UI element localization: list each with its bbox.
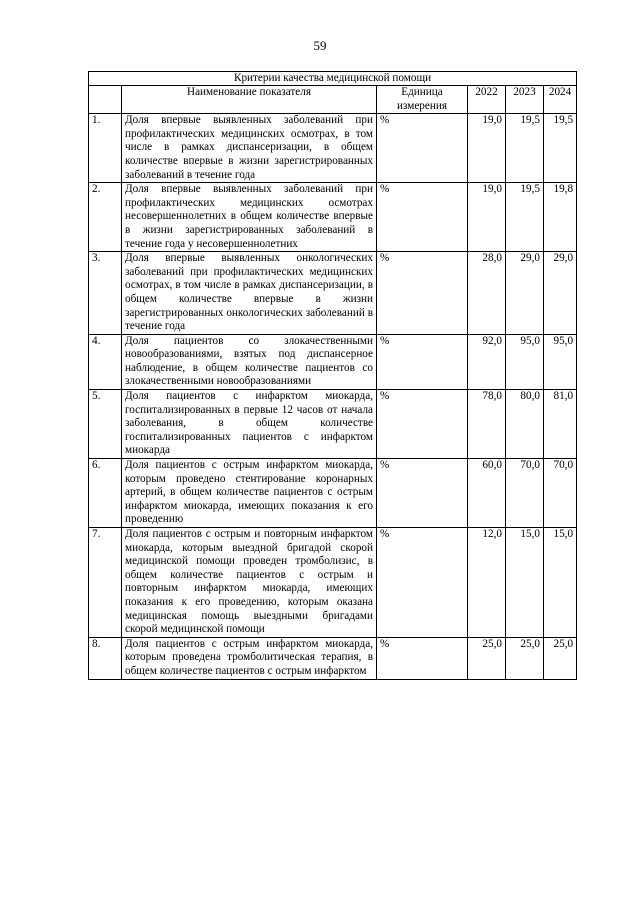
value-2024: 15,0	[544, 528, 577, 638]
row-number: 4.	[89, 334, 122, 389]
value-2022: 92,0	[468, 334, 506, 389]
value-2024: 81,0	[544, 390, 577, 459]
row-number: 5.	[89, 390, 122, 459]
value-2024: 19,5	[544, 114, 577, 183]
value-2022: 19,0	[468, 114, 506, 183]
value-2023: 29,0	[506, 252, 544, 335]
indicator-name: Доля пациентов со злокачественными новообразованиями, взятых под диспансерное наблюдение, в общем количестве пациентов со злокачественными новообразованиями	[122, 334, 377, 389]
page-number: 59	[313, 38, 327, 53]
table-row	[89, 334, 577, 389]
unit-cell: %	[377, 183, 468, 252]
indicator-name: Доля пациентов с острым и повторным инфарктом миокарда, которым выездной бригадой скорой медицинской помощи проведен тромболизис, в общем количестве пациентов с острым и повторным инфарктом миокарда, имеющих показания к его проведению, которым оказана медицинская помощь выездными бригадами скорой медицинской помощи	[122, 528, 377, 638]
quality-criteria-table	[88, 71, 577, 680]
row-number: 3.	[89, 252, 122, 335]
header-year-2024: 2024	[544, 86, 577, 114]
header-unit: Единица измерения	[377, 86, 468, 114]
unit-cell: %	[377, 252, 468, 335]
table-row	[89, 528, 577, 638]
unit-cell: %	[377, 528, 468, 638]
indicator-name: Доля впервые выявленных онкологических заболеваний при профилактических медицинских осмотрах, в том числе в рамках диспансеризации, в общем количестве впервые в жизни зарегистрированных онкологических заболеваний в течение года	[122, 252, 377, 335]
value-2023: 70,0	[506, 459, 544, 528]
row-number: 7.	[89, 528, 122, 638]
row-number: 1.	[89, 114, 122, 183]
unit-cell: %	[377, 334, 468, 389]
unit-cell: %	[377, 637, 468, 679]
unit-cell: %	[377, 390, 468, 459]
table-row	[89, 637, 577, 679]
value-2024: 95,0	[544, 334, 577, 389]
table-body	[89, 114, 577, 679]
value-2023: 15,0	[506, 528, 544, 638]
value-2022: 60,0	[468, 459, 506, 528]
row-number: 2.	[89, 183, 122, 252]
row-number: 6.	[89, 459, 122, 528]
value-2022: 25,0	[468, 637, 506, 679]
table-row	[89, 459, 577, 528]
table-header-row	[89, 86, 577, 114]
indicator-name: Доля пациентов с острым инфарктом миокарда, которым проведено стентирование коронарных артерий, в общем количестве пациентов с острым инфарктом миокарда, имеющих показания к его проведению	[122, 459, 377, 528]
value-2023: 19,5	[506, 114, 544, 183]
table-row	[89, 390, 577, 459]
header-year-2022: 2022	[468, 86, 506, 114]
unit-cell: %	[377, 114, 468, 183]
row-number: 8.	[89, 637, 122, 679]
value-2023: 25,0	[506, 637, 544, 679]
value-2022: 28,0	[468, 252, 506, 335]
header-number	[89, 86, 122, 114]
value-2022: 12,0	[468, 528, 506, 638]
indicator-name: Доля впервые выявленных заболеваний при профилактических медицинских осмотрах, в том числе в рамках диспансеризации, в общем количестве впервые в жизни зарегистрированных заболеваний в течение года	[122, 114, 377, 183]
value-2024: 29,0	[544, 252, 577, 335]
value-2024: 25,0	[544, 637, 577, 679]
value-2023: 19,5	[506, 183, 544, 252]
indicator-name: Доля пациентов с инфарктом миокарда, госпитализированных в первые 12 часов от начала заболевания, в общем количестве госпитализированных пациентов с инфарктом миокарда	[122, 390, 377, 459]
header-year-2023: 2023	[506, 86, 544, 114]
unit-cell: %	[377, 459, 468, 528]
table-row	[89, 252, 577, 335]
value-2024: 19,8	[544, 183, 577, 252]
indicator-name: Доля впервые выявленных заболеваний при профилактических медицинских осмотрах несовершеннолетних в общем количестве впервые в жизни зарегистрированных заболеваний в течение года у несовершеннолетних	[122, 183, 377, 252]
table-row	[89, 183, 577, 252]
value-2023: 80,0	[506, 390, 544, 459]
table-title: Критерии качества медицинской помощи	[89, 72, 577, 86]
table-row	[89, 114, 577, 183]
table-title-row	[89, 72, 577, 86]
value-2022: 78,0	[468, 390, 506, 459]
value-2024: 70,0	[544, 459, 577, 528]
value-2022: 19,0	[468, 183, 506, 252]
value-2023: 95,0	[506, 334, 544, 389]
header-indicator-name: Наименование показателя	[122, 86, 377, 114]
indicator-name: Доля пациентов с острым инфарктом миокарда, которым проведена тромболитическая терапия, в общем количестве пациентов с острым инфарктом	[122, 637, 377, 679]
